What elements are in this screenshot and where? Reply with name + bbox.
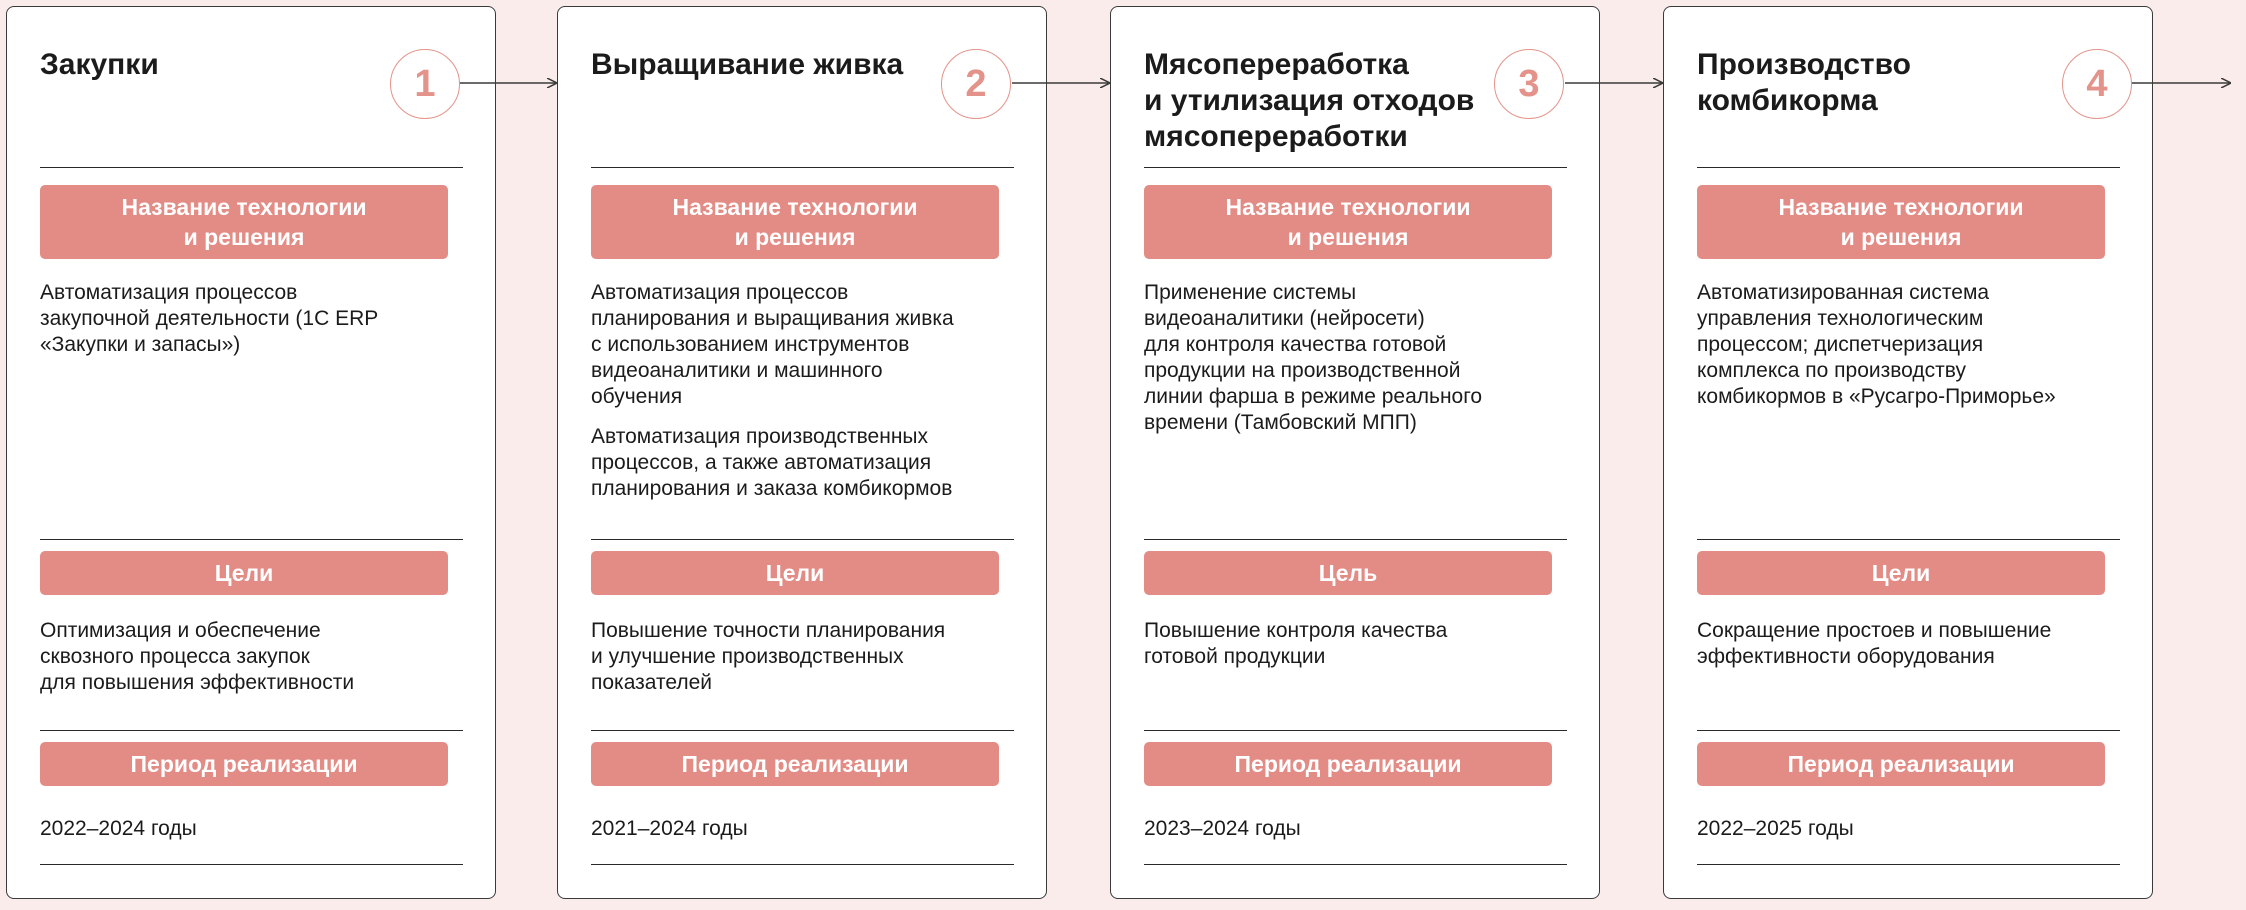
tech-item: Автоматизация производственных процессов, а также автоматизация планирования и заказа комбикормов [591, 425, 953, 500]
stage-title: Закупки [40, 48, 159, 81]
tech-item: Применение системы видеоаналитики (нейросети) для контроля качества готовой продукции на производственной линии фарша в режиме реального времени (Тамбовский МПП) [1144, 281, 1483, 434]
period-heading: Период реализации [1144, 742, 1552, 786]
goal-heading: Цель [1144, 551, 1552, 595]
tech-heading: Название технологии и решения [1697, 185, 2105, 259]
step-number-badge: 1 [390, 49, 460, 119]
period-heading: Период реализации [591, 742, 999, 786]
tech-heading: Название технологии и решения [591, 185, 999, 259]
goal-description: Сокращение простоев и повышение эффективности оборудования [1697, 619, 2052, 668]
goal-description: Повышение контроля качества готовой продукции [1144, 619, 1448, 668]
tech-heading: Название технологии и решения [1144, 185, 1552, 259]
period-value: 2022–2024 годы [40, 817, 197, 840]
period-value: 2021–2024 годы [591, 817, 748, 840]
period-heading: Период реализации [40, 742, 448, 786]
step-number-badge: 4 [2062, 49, 2132, 119]
goal-heading: Цели [1697, 551, 2105, 595]
period-value: 2023–2024 годы [1144, 817, 1301, 840]
stage-title: Производство комбикорма [1697, 48, 1911, 117]
tech-item: Автоматизированная система управления технологическим процессом; диспетчеризация комплекса по производству комбикормов в «Русагро-Приморье» [1697, 281, 2056, 408]
stage-title: Выращивание живка [591, 48, 904, 81]
period-value: 2022–2025 годы [1697, 817, 1854, 840]
goal-heading: Цели [591, 551, 999, 595]
tech-heading: Название технологии и решения [40, 185, 448, 259]
goal-description: Повышение точности планирования и улучшение производственных показателей [591, 619, 946, 694]
goal-heading: Цели [40, 551, 448, 595]
step-number-badge: 2 [941, 49, 1011, 119]
tech-item: Автоматизация процессов закупочной деятельности (1С ERP «Закупки и запасы») [40, 281, 379, 356]
period-heading: Период реализации [1697, 742, 2105, 786]
step-number-badge: 3 [1494, 49, 1564, 119]
goal-description: Оптимизация и обеспечение сквозного процесса закупок для повышения эффективности [40, 619, 355, 694]
stage-title: Мясопереработка и утилизация отходов мясопереработки [1144, 48, 1475, 153]
tech-item: Автоматизация процессов планирования и выращивания живка с использованием инструментов видеоаналитики и машинного обучения [591, 281, 954, 408]
